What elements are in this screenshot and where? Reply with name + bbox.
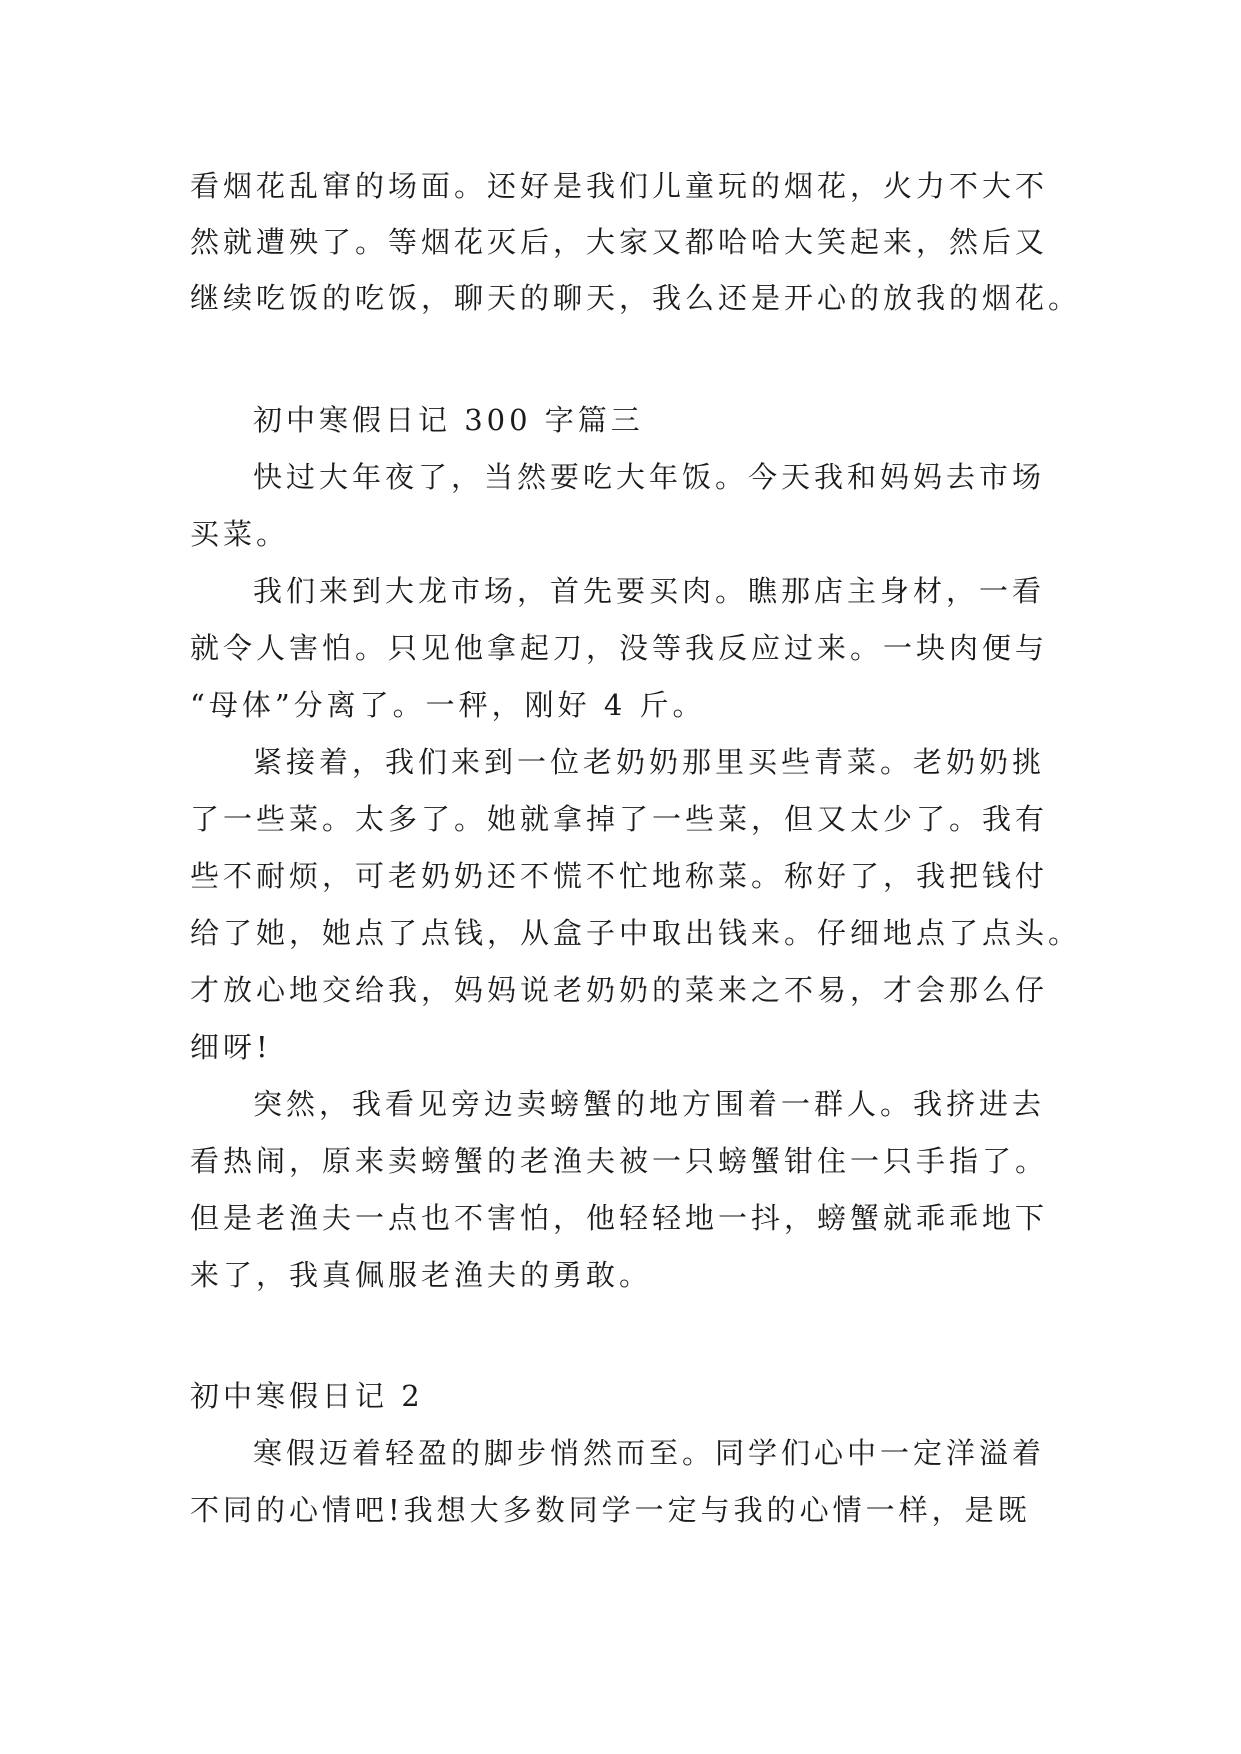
body-text-line: 紧接着，我们来到一位老奶奶那里买些青菜。老奶奶挑 — [253, 745, 1046, 779]
body-text-line: 不同的心情吧!我想大多数同学一定与我的心情一样，是既 — [190, 1493, 1031, 1527]
body-text-line: 突然，我看见旁边卖螃蟹的地方围着一群人。我挤进去 — [253, 1087, 1046, 1121]
body-text-line: 然就遭殃了。等烟花灭后，大家又都哈哈大笑起来，然后又 — [190, 225, 1049, 259]
section-heading: 初中寒假日记 300 字篇三 — [253, 403, 644, 437]
body-text-line: 来了，我真佩服老渔夫的勇敢。 — [190, 1258, 653, 1292]
body-text-line: 继续吃饭的吃饭，聊天的聊天，我么还是开心的放我的烟花。 — [190, 281, 1082, 315]
body-text-line: 些不耐烦，可老奶奶还不慌不忙地称菜。称好了，我把钱付 — [190, 859, 1049, 893]
body-text-line: 寒假迈着轻盈的脚步悄然而至。同学们心中一定洋溢着 — [253, 1436, 1046, 1470]
body-text-line: 就令人害怕。只见他拿起刀，没等我反应过来。一块肉便与 — [190, 631, 1049, 665]
body-text-line: 但是老渔夫一点也不害怕，他轻轻地一抖，螃蟹就乖乖地下 — [190, 1201, 1049, 1235]
body-text-line: 才放心地交给我，妈妈说老奶奶的菜来之不易，才会那么仔 — [190, 973, 1049, 1007]
body-text-line: 买菜。 — [190, 517, 290, 551]
body-text-line: 我们来到大龙市场，首先要买肉。瞧那店主身材，一看 — [253, 574, 1046, 608]
body-text-line: 看热闹，原来卖螃蟹的老渔夫被一只螃蟹钳住一只手指了。 — [190, 1144, 1049, 1178]
body-text-line: 看烟花乱窜的场面。还好是我们儿童玩的烟花，火力不大不 — [190, 169, 1049, 203]
section-heading: 初中寒假日记 2 — [190, 1379, 424, 1413]
body-text-line: 给了她，她点了点钱，从盒子中取出钱来。仔细地点了点头。 — [190, 916, 1082, 950]
body-text-line: 了一些菜。太多了。她就拿掉了一些菜，但又太少了。我有 — [190, 802, 1049, 836]
body-text-line: “母体”分离了。一秤，刚好 4 斤。 — [190, 688, 706, 722]
body-text-line: 细呀! — [190, 1030, 272, 1064]
body-text-line: 快过大年夜了，当然要吃大年饭。今天我和妈妈去市场 — [253, 460, 1046, 494]
